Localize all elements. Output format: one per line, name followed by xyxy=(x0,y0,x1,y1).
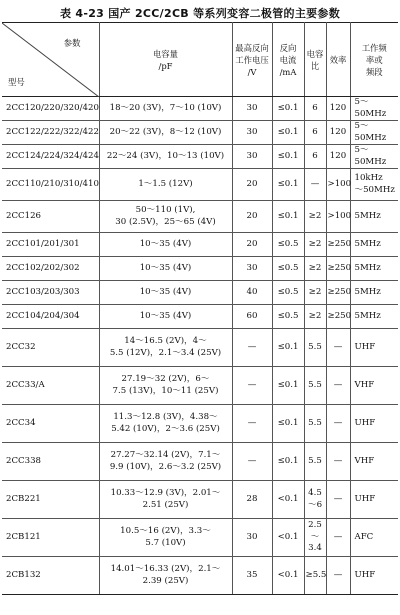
cell-current: ≤0.1 xyxy=(272,443,304,481)
cell-voltage: 30 xyxy=(232,257,272,281)
table-row xyxy=(2,443,398,481)
cell-capacitance: 50～110 (1V), 30 (2.5V)，25～65 (4V) xyxy=(99,201,232,233)
cell-efficiency: 120 xyxy=(326,145,350,169)
cell-efficiency: ≥250 xyxy=(326,281,350,305)
cell-ratio: 5.5 xyxy=(304,367,326,405)
cell-model: 2CC101/201/301 xyxy=(2,233,99,257)
cell-frequency: VHF xyxy=(350,443,398,481)
cell-model: 2CC33/A xyxy=(2,367,99,405)
header-capacitance: 电容量 /pF xyxy=(99,23,232,97)
cell-current: ≤0.1 xyxy=(272,201,304,233)
cell-capacitance: 20～22 (3V)，8～12 (10V) xyxy=(99,121,232,145)
cell-current: ≤0.1 xyxy=(272,329,304,367)
cell-current: <0.1 xyxy=(272,481,304,519)
cell-voltage: 28 xyxy=(232,481,272,519)
cell-model: 2CB132 xyxy=(2,557,99,595)
cell-current: <0.1 xyxy=(272,557,304,595)
header-frequency: 工作频 率或 频段 xyxy=(350,23,398,97)
cell-ratio: 5.5 xyxy=(304,405,326,443)
cell-model: 2CC34 xyxy=(2,405,99,443)
cell-current: <0.1 xyxy=(272,519,304,557)
table-row xyxy=(2,557,398,595)
table-row xyxy=(2,305,398,329)
cell-ratio: 6 xyxy=(304,121,326,145)
cell-efficiency: ≥250 xyxy=(326,305,350,329)
cell-efficiency: — xyxy=(326,367,350,405)
cell-capacitance: 22～24 (3V)，10～13 (10V) xyxy=(99,145,232,169)
cell-model: 2CC124/224/324/424 xyxy=(2,145,99,169)
table-row xyxy=(2,329,398,367)
cell-model: 2CC104/204/304 xyxy=(2,305,99,329)
table-row xyxy=(2,257,398,281)
cell-voltage: — xyxy=(232,405,272,443)
cell-capacitance: 27.27～32.14 (2V)，7.1～ 9.9 (10V)，2.6～3.2 (25V) xyxy=(99,443,232,481)
cell-efficiency: — xyxy=(326,443,350,481)
cell-voltage: 30 xyxy=(232,97,272,121)
cell-voltage: 30 xyxy=(232,145,272,169)
cell-frequency: UHF xyxy=(350,329,398,367)
cell-ratio: 4.5 ～6 xyxy=(304,481,326,519)
table-caption: 表 4-23 国产 2CC/2CB 等系列变容二极管的主要参数 xyxy=(59,7,341,20)
cell-efficiency: >100 xyxy=(326,169,350,201)
table-row xyxy=(2,519,398,557)
header-ratio: 电容 比 xyxy=(304,23,326,97)
cell-capacitance: 14～16.5 (2V)，4～ 5.5 (12V)，2.1～3.4 (25V) xyxy=(99,329,232,367)
diagonal-header-cell xyxy=(2,23,99,97)
cell-ratio: 6 xyxy=(304,145,326,169)
cell-frequency: 5MHz xyxy=(350,305,398,329)
cell-capacitance: 11.3～12.8 (3V)，4.38～ 5.42 (10V)，2～3.6 (25V) xyxy=(99,405,232,443)
cell-current: ≤0.5 xyxy=(272,233,304,257)
cell-model: 2CC103/203/303 xyxy=(2,281,99,305)
cell-ratio: ≥2 xyxy=(304,257,326,281)
table-row xyxy=(2,145,398,169)
cell-ratio: 6 xyxy=(304,97,326,121)
cell-voltage: 20 xyxy=(232,233,272,257)
cell-voltage: — xyxy=(232,367,272,405)
cell-voltage: 35 xyxy=(232,557,272,595)
cell-voltage: — xyxy=(232,329,272,367)
cell-current: ≤0.1 xyxy=(272,121,304,145)
cell-current: ≤0.1 xyxy=(272,145,304,169)
table-row xyxy=(2,233,398,257)
cell-current: ≤0.5 xyxy=(272,257,304,281)
table-row xyxy=(2,405,398,443)
cell-frequency: 5MHz xyxy=(350,201,398,233)
cell-frequency: 5MHz xyxy=(350,257,398,281)
cell-efficiency: 120 xyxy=(326,97,350,121)
cell-ratio: 2.5 ～3.4 xyxy=(304,519,326,557)
cell-voltage: 20 xyxy=(232,201,272,233)
table-row xyxy=(2,367,398,405)
cell-voltage: 60 xyxy=(232,305,272,329)
cell-efficiency: 120 xyxy=(326,121,350,145)
cell-efficiency: — xyxy=(326,481,350,519)
cell-current: ≤0.5 xyxy=(272,305,304,329)
cell-capacitance: 10.33～12.9 (3V)，2.01～ 2.51 (25V) xyxy=(99,481,232,519)
cell-model: 2CB221 xyxy=(2,481,99,519)
cell-frequency: 5MHz xyxy=(350,281,398,305)
cell-voltage: 30 xyxy=(232,519,272,557)
cell-ratio: ≥2 xyxy=(304,281,326,305)
table-row xyxy=(2,201,398,233)
cell-capacitance: 1～1.5 (12V) xyxy=(99,169,232,201)
cell-frequency: 5～50MHz xyxy=(350,97,398,121)
header-parameter-label: 参数 xyxy=(63,38,81,48)
cell-capacitance: 10～35 (4V) xyxy=(99,305,232,329)
cell-voltage: 40 xyxy=(232,281,272,305)
header-voltage: 最高反向 工作电压 /V xyxy=(232,23,272,97)
cell-current: ≤0.1 xyxy=(272,169,304,201)
cell-frequency: 5～50MHz xyxy=(350,121,398,145)
cell-current: ≤0.5 xyxy=(272,281,304,305)
cell-voltage: 20 xyxy=(232,169,272,201)
cell-model: 2CC338 xyxy=(2,443,99,481)
cell-capacitance: 27.19～32 (2V)，6～ 7.5 (13V)，10～11 (25V) xyxy=(99,367,232,405)
cell-ratio: ≥5.5 xyxy=(304,557,326,595)
table-row xyxy=(2,97,398,121)
cell-model: 2CC110/210/310/410 xyxy=(2,169,99,201)
cell-model: 2CC122/222/322/422 xyxy=(2,121,99,145)
header-model-label: 型号 xyxy=(8,77,25,87)
cell-model: 2CB121 xyxy=(2,519,99,557)
cell-frequency: UHF xyxy=(350,481,398,519)
cell-efficiency: — xyxy=(326,519,350,557)
cell-capacitance: 10～35 (4V) xyxy=(99,233,232,257)
cell-capacitance: 14.01～16.33 (2V)，2.1～ 2.39 (25V) xyxy=(99,557,232,595)
cell-model: 2CC126 xyxy=(2,201,99,233)
cell-voltage: — xyxy=(232,443,272,481)
cell-efficiency: ≥250 xyxy=(326,233,350,257)
cell-efficiency: — xyxy=(326,329,350,367)
cell-ratio: ≥2 xyxy=(304,233,326,257)
table-row xyxy=(2,281,398,305)
table-row xyxy=(2,121,398,145)
cell-ratio: ≥2 xyxy=(304,201,326,233)
cell-efficiency: ≥250 xyxy=(326,257,350,281)
cell-frequency: AFC xyxy=(350,519,398,557)
cell-efficiency: — xyxy=(326,405,350,443)
cell-ratio: 5.5 xyxy=(304,443,326,481)
cell-frequency: VHF xyxy=(350,367,398,405)
cell-efficiency: — xyxy=(326,557,350,595)
cell-frequency: 5～50MHz xyxy=(350,145,398,169)
cell-frequency: UHF xyxy=(350,405,398,443)
table-body xyxy=(2,97,398,595)
header-efficiency: 效率 xyxy=(326,23,350,97)
cell-capacitance: 18～20 (3V)，7～10 (10V) xyxy=(99,97,232,121)
cell-capacitance: 10～35 (4V) xyxy=(99,281,232,305)
cell-frequency: UHF xyxy=(350,557,398,595)
cell-voltage: 30 xyxy=(232,121,272,145)
table-row xyxy=(2,481,398,519)
cell-ratio: ≥2 xyxy=(304,305,326,329)
cell-frequency: 10kHz ～50MHz xyxy=(350,169,398,201)
cell-ratio: — xyxy=(304,169,326,201)
cell-capacitance: 10.5～16 (2V)，3.3～ 5.7 (10V) xyxy=(99,519,232,557)
cell-frequency: 5MHz xyxy=(350,233,398,257)
cell-model: 2CC102/202/302 xyxy=(2,257,99,281)
table-row xyxy=(2,169,398,201)
parameter-table xyxy=(2,22,398,595)
table-header-row xyxy=(2,23,398,97)
cell-current: ≤0.1 xyxy=(272,97,304,121)
cell-capacitance: 10～35 (4V) xyxy=(99,257,232,281)
cell-current: ≤0.1 xyxy=(272,367,304,405)
cell-model: 2CC120/220/320/420 xyxy=(2,97,99,121)
header-current: 反向 电流 /mA xyxy=(272,23,304,97)
cell-current: ≤0.1 xyxy=(272,405,304,443)
cell-model: 2CC32 xyxy=(2,329,99,367)
cell-efficiency: >100 xyxy=(326,201,350,233)
cell-ratio: 5.5 xyxy=(304,329,326,367)
